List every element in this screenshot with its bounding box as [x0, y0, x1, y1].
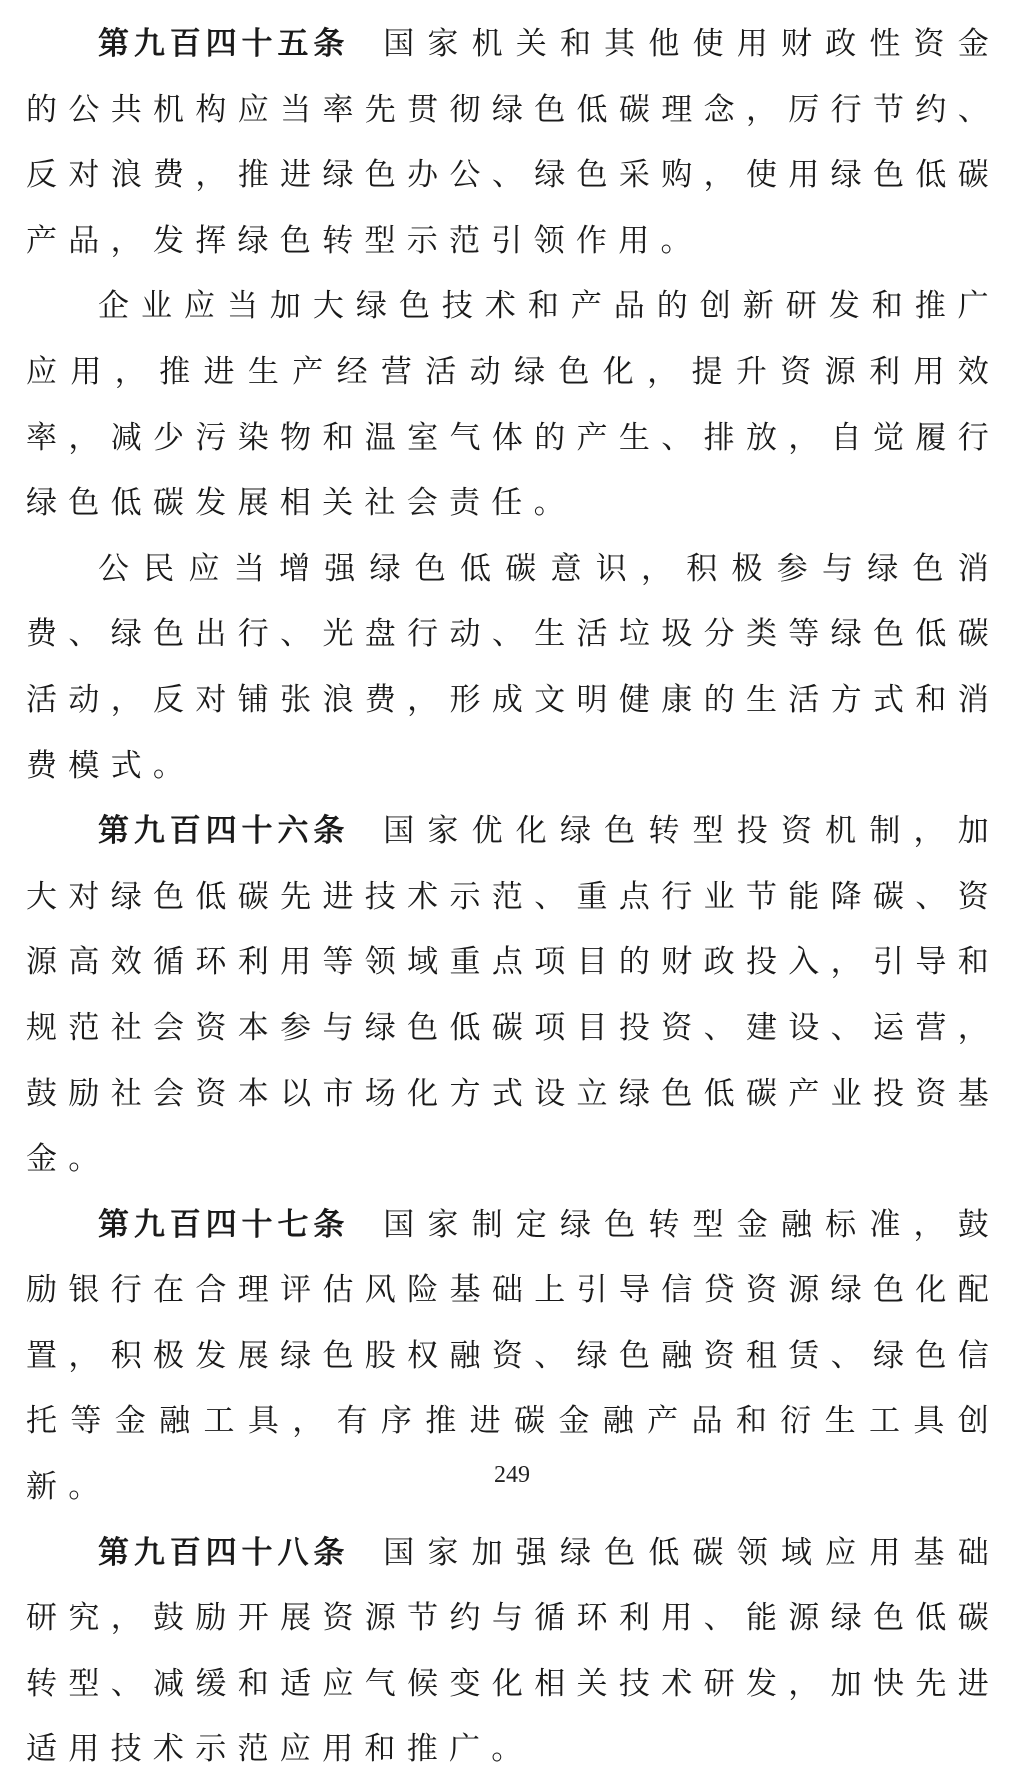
article-946-heading: 第九百四十六条 [98, 813, 350, 850]
article-947-text: 国家制定绿色转型金融标准，鼓励银行在合理评估风险基础上引导信贷资源绿色化配置，积极发展绿色股权融资、绿色融资租赁、绿色信托等金融工具，有序推进碳金融产品和衍生工具创新。 [26, 1206, 1001, 1506]
enterprise-paragraph [26, 274, 1000, 536]
enterprise-text: 企业应当加大绿色技术和产品的创新研发和推广应用，推进生产经营活动绿色化，提升资源利用效率，减少污染物和温室气体的产生、排放，自觉履行绿色低碳发展相关社会责任。 [26, 288, 1000, 522]
article-947-heading: 第九百四十七条 [98, 1206, 350, 1243]
document-body [26, 12, 1000, 1783]
article-948-heading: 第九百四十八条 [98, 1534, 350, 1571]
article-945-paragraph [26, 12, 1000, 274]
article-948-text: 国家加强绿色低碳领域应用基础研究，鼓励开展资源节约与循环利用、能源绿色低碳转型、减缓和适应气候变化相关技术研发，加快先进适用技术示范应用和推广。 [26, 1534, 1001, 1768]
article-945-heading: 第九百四十五条 [98, 26, 350, 62]
article-948-paragraph [26, 1521, 1000, 1783]
article-945-text: 国家机关和其他使用财政性资金的公共机构应当率先贯彻绿色低碳理念，厉行节约、反对浪费，推进绿色办公、绿色采购，使用绿色低碳产品，发挥绿色转型示范引领作用。 [26, 26, 1001, 259]
article-946-text: 国家优化绿色转型投资机制，加大对绿色低碳先进技术示范、重点行业节能降碳、资源高效循环利用等领域重点项目的财政投入，引导和规范社会资本参与绿色低碳项目投资、建设、运营，鼓励社会资本以市场化方式设立绿色低碳产业投资基金。 [26, 813, 1001, 1178]
article-946-paragraph [26, 799, 1000, 1193]
page-number: 249 [494, 1462, 530, 1488]
citizen-text: 公民应当增强绿色低碳意识，积极参与绿色消费、绿色出行、光盘行动、生活垃圾分类等绿色低碳活动，反对铺张浪费，形成文明健康的生活方式和消费模式。 [26, 550, 1000, 784]
citizen-paragraph [26, 537, 1000, 799]
